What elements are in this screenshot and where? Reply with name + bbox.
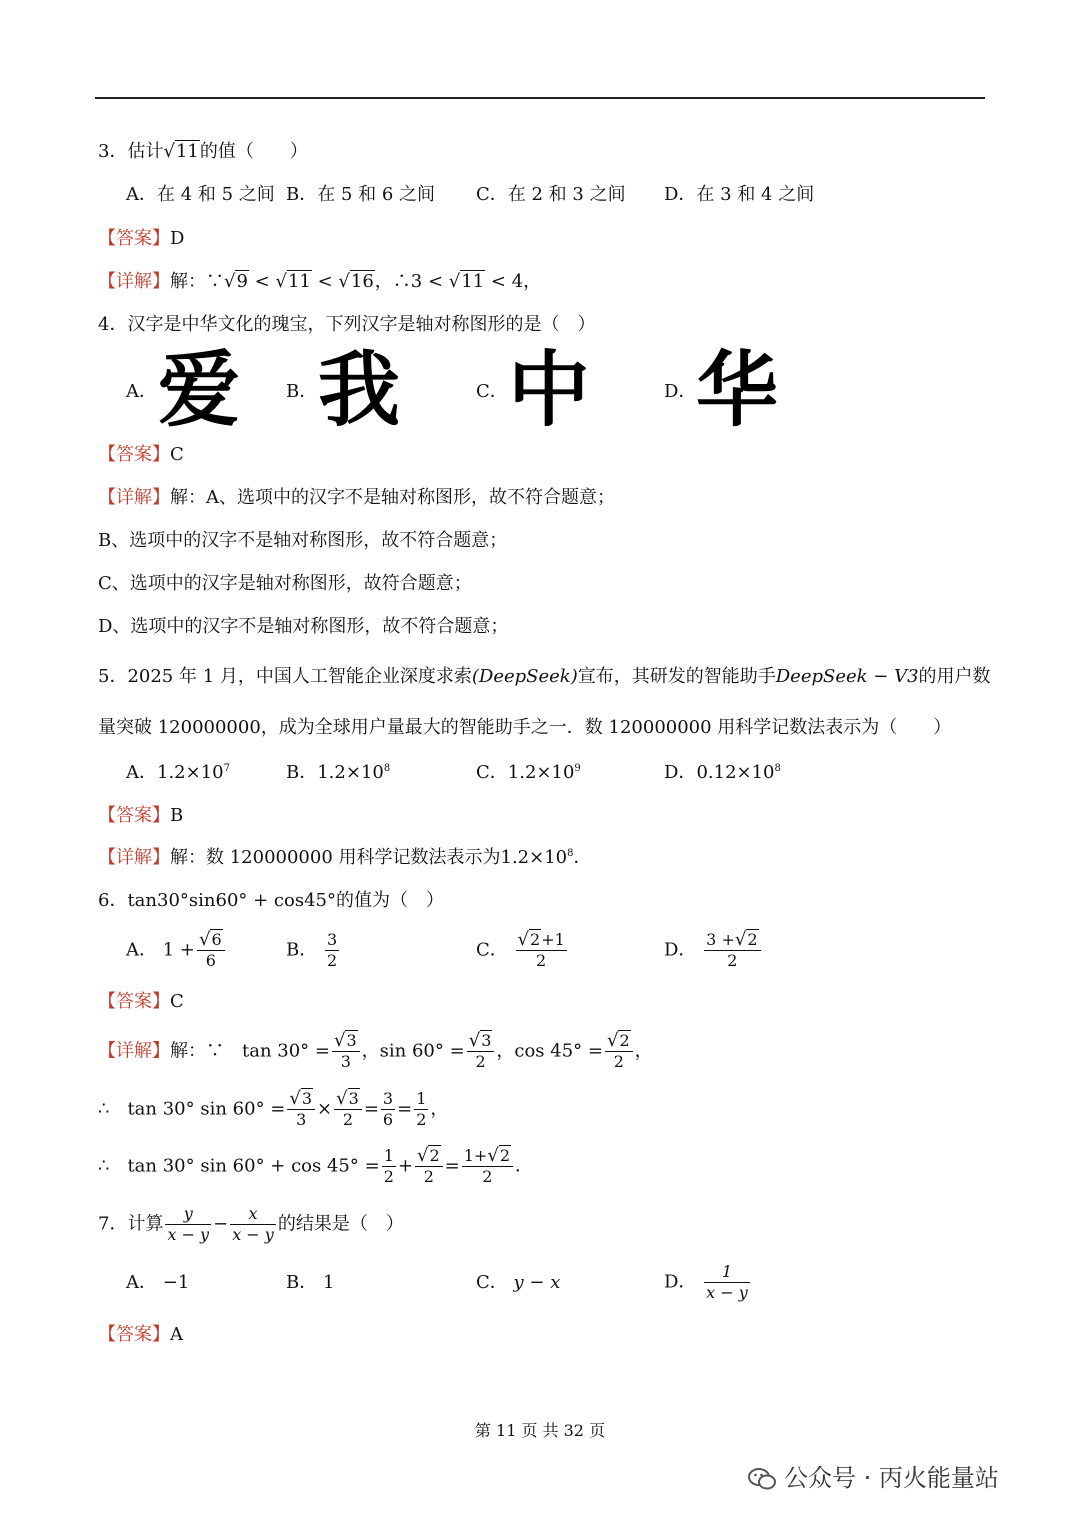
q4-char-c: 中 xyxy=(508,343,591,438)
q4-char-a: 爱 xyxy=(158,343,241,438)
q4-stem: 4．汉字是中华文化的瑰宝，下列汉字是轴对称图形的是（ ） xyxy=(98,314,596,335)
q5-stem-line-2: 量突破 120000000，成为全球用户量最大的智能助手之一．数 120000000 用科学记数法表示为（ ） xyxy=(98,717,952,738)
q5-answer: 【答案】B xyxy=(98,805,184,826)
q6-detail-step-1: 【详解】解：∵ tan 30° = $\frac{√3}{3}$ ，sin 60° = $\frac{√3}{2}$ ，cos 45° = $\frac{√2}{2}$ ， xyxy=(98,1030,653,1071)
q7-option-c: C． y − x xyxy=(476,1272,561,1293)
q6-option-a: A． 1 + $\frac{√6}{6}$ xyxy=(126,930,227,971)
q3-detail: 【详解】解：∵√9 < √11 < √16，∴3 < √11 < 4， xyxy=(98,271,542,292)
q5-option-c: C．$1.2\times 10^9$ xyxy=(476,762,581,783)
q4-detail-line-1: 【详解】解：A、选项中的汉字不是轴对称图形，故不符合题意； xyxy=(98,487,615,508)
q3-answer: 【答案】D xyxy=(98,228,185,249)
q6-option-b: B． $\frac{3}{2}$ xyxy=(286,930,338,970)
watermark: 公众号 · 丙火能量站 xyxy=(748,1458,999,1493)
q4-label-d: D． xyxy=(664,381,697,402)
q3-option-a: A．在 4 和 5 之间 xyxy=(126,184,275,205)
q3-option-b: B．在 5 和 6 之间 xyxy=(286,184,436,205)
q3-option-d: D．在 3 和 4 之间 xyxy=(664,184,815,205)
wechat-icon xyxy=(748,1467,776,1491)
q6-stem: 6．tan30°sin60° + cos45°的值为（ ） xyxy=(98,890,444,911)
q5-stem-line-1: 5．2025 年 1 月，中国人工智能企业深度求索(DeepSeek)宣布，其研发的智能助手DeepSeek − V3的用户数 xyxy=(98,666,991,687)
q4-detail-line-3: C、选项中的汉字是轴对称图形，故符合题意； xyxy=(98,573,472,594)
q4-answer: 【答案】C xyxy=(98,444,184,465)
q6-option-c: C． $\frac{√2+1}{2}$ xyxy=(476,929,565,970)
q7-stem: 7．计算 $\frac{y}{x - y}$ − $\frac{x}{x - y}$ 的结果是（ ） xyxy=(98,1204,404,1244)
q5-detail: 【详解】解：数 120000000 用科学记数法表示为$1.2\times 10^8$． xyxy=(98,847,592,868)
q3-stem: 3．估计√11的值（ ） xyxy=(98,141,308,162)
q3-option-c: C．在 2 和 3 之间 xyxy=(476,184,626,205)
q4-char-b: 我 xyxy=(318,343,401,438)
q6-answer: 【答案】C xyxy=(98,991,184,1012)
q4-label-c: C． xyxy=(476,381,508,402)
q4-char-d: 华 xyxy=(696,343,779,438)
q4-detail-line-2: B、选项中的汉字不是轴对称图形，故不符合题意； xyxy=(98,530,508,551)
q5-option-b: B．$1.2\times 10^8$ xyxy=(286,762,391,783)
q7-answer: 【答案】A xyxy=(98,1324,183,1345)
page-footer: 第 11 页 共 32 页 xyxy=(474,1421,606,1440)
q6-option-d: D． $\frac{3 +√2}{2}$ xyxy=(664,930,763,971)
q5-option-a: A．$1.2\times 10^7$ xyxy=(126,762,230,783)
header-rule xyxy=(95,97,985,99)
q6-detail-step-2: ∴ tan 30° sin 60° = $\frac{√3}{3}$ × $\frac{√3}{2}$ = $\frac{3}{6}$ = $\frac{1}{2}$ ， xyxy=(98,1088,449,1129)
q6-detail-step-3: ∴ tan 30° sin 60° + cos 45° = $\frac{1}{2}$ + $\frac{√2}{2}$ = $\frac{1+√2}{2}$ ． xyxy=(98,1145,533,1186)
q7-option-a: A． −1 xyxy=(126,1272,190,1293)
q4-detail-line-4: D、选项中的汉字不是轴对称图形，故不符合题意； xyxy=(98,616,509,637)
q4-label-a: A． xyxy=(126,381,157,402)
q5-option-d: D．$0.12\times 10^8$ xyxy=(664,762,781,783)
q7-option-d: D． $\frac{1}{x - y}$ xyxy=(664,1262,748,1302)
q7-option-b: B． 1 xyxy=(286,1272,335,1293)
q4-label-b: B． xyxy=(286,381,318,402)
